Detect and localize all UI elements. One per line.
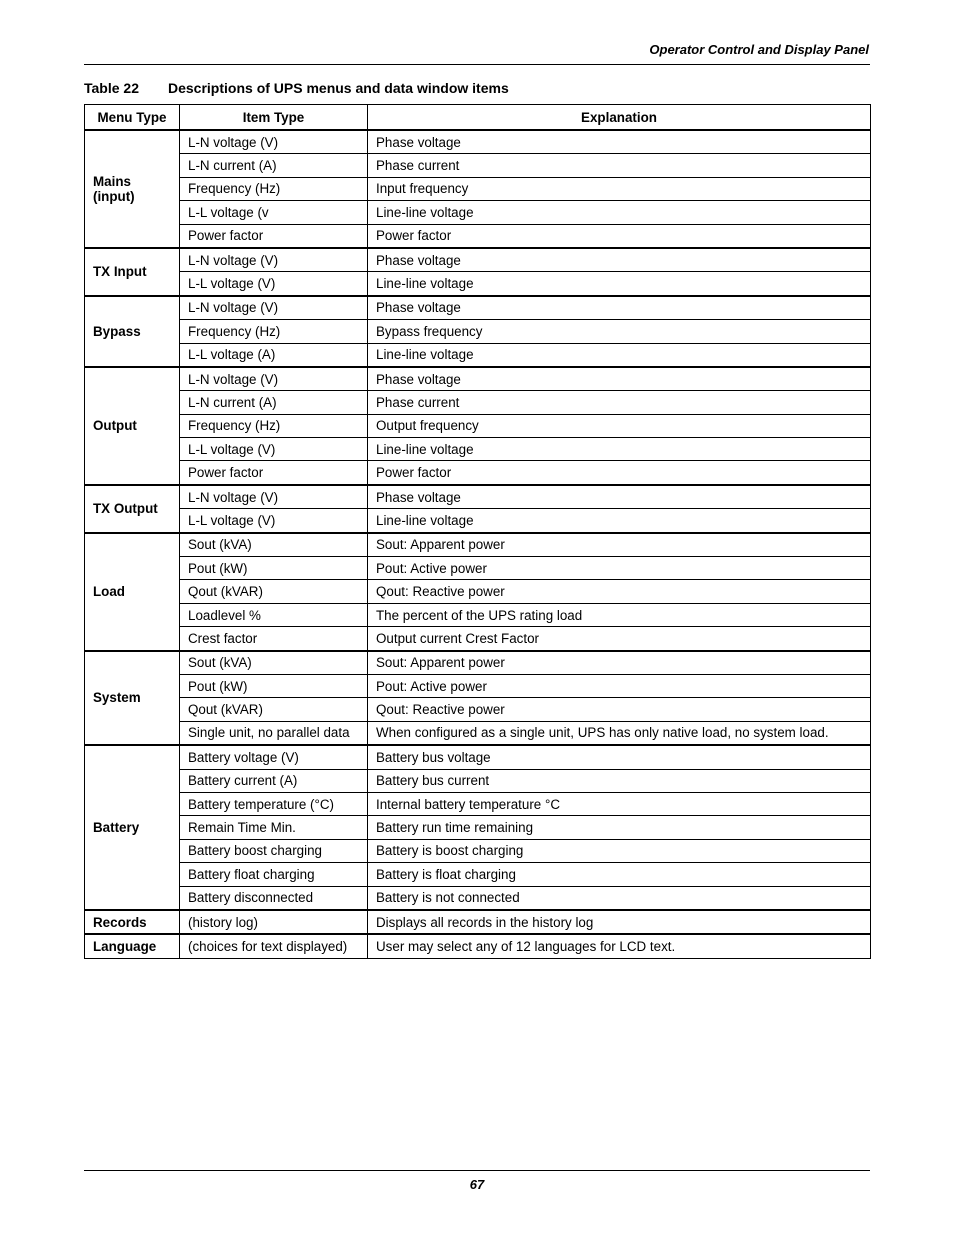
item-type-cell: Sout (kVA) [180,533,368,557]
table-row [85,674,871,697]
table-row [85,651,871,675]
explanation-cell: When configured as a single unit, UPS has only native load, no system load. [368,721,871,745]
explanation-cell: Phase voltage [368,485,871,509]
footer-divider [84,1170,870,1171]
explanation-cell: Line-line voltage [368,343,871,367]
item-type-cell: L-N voltage (V) [180,130,368,154]
menu-type-cell: Output [85,367,180,485]
item-type-cell: Loadlevel % [180,603,368,626]
table-row [85,130,871,154]
table-row [85,224,871,248]
explanation-cell: Line-line voltage [368,201,871,224]
item-type-cell: L-L voltage (v [180,201,368,224]
column-header-item-type: Item Type [180,105,368,131]
explanation-cell: Phase voltage [368,367,871,391]
explanation-cell: Battery is boost charging [368,839,871,862]
explanation-cell: Battery is float charging [368,863,871,886]
table-row [85,509,871,533]
explanation-cell: Displays all records in the history log [368,910,871,934]
item-type-cell: L-N voltage (V) [180,296,368,320]
item-type-cell: Battery disconnected [180,886,368,910]
table-row [85,580,871,603]
item-type-cell: L-L voltage (V) [180,272,368,296]
table-row [85,296,871,320]
item-type-cell: L-L voltage (V) [180,438,368,461]
item-type-cell: Battery boost charging [180,839,368,862]
table-row [85,320,871,343]
item-type-cell: Pout (kW) [180,557,368,580]
table-row [85,391,871,414]
table-header-row [85,105,871,131]
table-row [85,627,871,651]
explanation-cell: Power factor [368,224,871,248]
table-row [85,721,871,745]
explanation-cell: Phase current [368,391,871,414]
item-type-cell: Pout (kW) [180,674,368,697]
explanation-cell: Pout: Active power [368,674,871,697]
menu-type-cell: TX Input [85,248,180,296]
table-row [85,272,871,296]
item-type-cell: Power factor [180,461,368,485]
explanation-cell: Qout: Reactive power [368,580,871,603]
menu-type-cell: Load [85,533,180,651]
explanation-cell: Output frequency [368,414,871,437]
table-caption [84,80,509,96]
table-row [85,485,871,509]
explanation-cell: Input frequency [368,177,871,200]
item-type-cell: L-N voltage (V) [180,248,368,272]
table-row [85,367,871,391]
menu-type-cell: Mains (input) [85,130,180,248]
item-type-cell: L-N voltage (V) [180,485,368,509]
table-row [85,698,871,721]
explanation-cell: Battery run time remaining [368,816,871,839]
explanation-cell: Battery is not connected [368,886,871,910]
table-row [85,886,871,910]
table-row [85,745,871,769]
column-header-explanation: Explanation [368,105,871,131]
item-type-cell: L-N current (A) [180,154,368,177]
item-type-cell: Battery float charging [180,863,368,886]
item-type-cell: Single unit, no parallel data [180,721,368,745]
table-row [85,603,871,626]
table-row [85,910,871,934]
table-row [85,557,871,580]
explanation-cell: Pout: Active power [368,557,871,580]
menu-type-cell: Bypass [85,296,180,367]
item-type-cell: Frequency (Hz) [180,177,368,200]
menu-type-cell: Records [85,910,180,934]
explanation-cell: Phase current [368,154,871,177]
item-type-cell: Frequency (Hz) [180,320,368,343]
explanation-cell: Output current Crest Factor [368,627,871,651]
item-type-cell: L-L voltage (V) [180,509,368,533]
item-type-cell: L-N voltage (V) [180,367,368,391]
header-divider [84,64,870,65]
explanation-cell: Line-line voltage [368,509,871,533]
item-type-cell: (history log) [180,910,368,934]
item-type-cell: Sout (kVA) [180,651,368,675]
explanation-cell: User may select any of 12 languages for LCD text. [368,934,871,958]
page-number: 67 [469,1177,485,1192]
table-row [85,461,871,485]
ups-menu-table [84,104,871,959]
menu-type-cell: TX Output [85,485,180,533]
table-number: Table 22 [84,80,139,96]
explanation-cell: The percent of the UPS rating load [368,603,871,626]
explanation-cell: Power factor [368,461,871,485]
column-header-menu-type: Menu Type [85,105,180,131]
table-row [85,816,871,839]
item-type-cell: Crest factor [180,627,368,651]
explanation-cell: Line-line voltage [368,438,871,461]
item-type-cell: L-N current (A) [180,391,368,414]
explanation-cell: Phase voltage [368,296,871,320]
menu-type-cell: Battery [85,745,180,910]
menu-type-cell: Language [85,934,180,958]
table-row [85,934,871,958]
table-row [85,438,871,461]
table-row [85,154,871,177]
explanation-cell: Sout: Apparent power [368,533,871,557]
table-row [85,792,871,815]
explanation-cell: Phase voltage [368,130,871,154]
explanation-cell: Line-line voltage [368,272,871,296]
table-row [85,343,871,367]
table-row [85,248,871,272]
explanation-cell: Sout: Apparent power [368,651,871,675]
table-body [85,130,871,958]
table-row [85,414,871,437]
table-row [85,177,871,200]
item-type-cell: Qout (kVAR) [180,580,368,603]
item-type-cell: Power factor [180,224,368,248]
table-row [85,769,871,792]
item-type-cell: Battery voltage (V) [180,745,368,769]
table-title: Descriptions of UPS menus and data window items [168,80,509,96]
table-row [85,201,871,224]
table-row [85,839,871,862]
item-type-cell: Battery current (A) [180,769,368,792]
table-row [85,533,871,557]
item-type-cell: Battery temperature (°C) [180,792,368,815]
explanation-cell: Battery bus current [368,769,871,792]
menu-type-cell: System [85,651,180,746]
item-type-cell: Qout (kVAR) [180,698,368,721]
explanation-cell: Bypass frequency [368,320,871,343]
explanation-cell: Battery bus voltage [368,745,871,769]
item-type-cell: (choices for text displayed) [180,934,368,958]
item-type-cell: Frequency (Hz) [180,414,368,437]
running-header-title: Operator Control and Display Panel [649,42,869,57]
explanation-cell: Internal battery temperature °C [368,792,871,815]
explanation-cell: Qout: Reactive power [368,698,871,721]
item-type-cell: Remain Time Min. [180,816,368,839]
table-row [85,863,871,886]
explanation-cell: Phase voltage [368,248,871,272]
item-type-cell: L-L voltage (A) [180,343,368,367]
